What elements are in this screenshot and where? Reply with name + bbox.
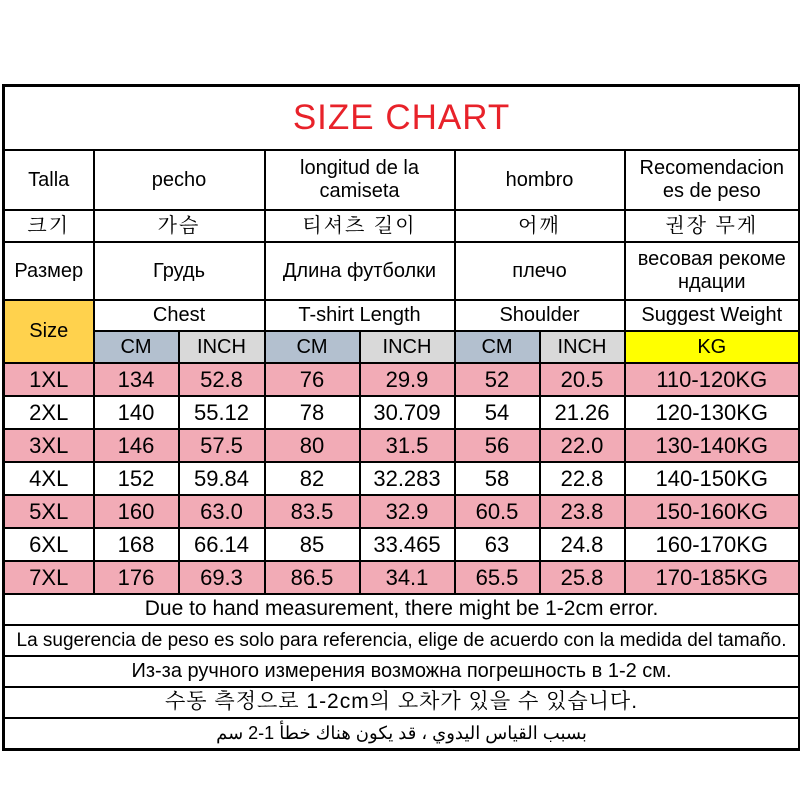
header-en-chest: Chest: [94, 300, 265, 331]
cell-shoulder-inch: 22.8: [540, 462, 625, 495]
size-row-7xl: [4, 561, 800, 594]
cell-chest-inch: 63.0: [179, 495, 265, 528]
page-title: SIZE CHART: [4, 86, 800, 151]
cell-weight: 140-150KG: [625, 462, 800, 495]
header-row-spanish: [4, 150, 800, 210]
header-ru-size: Размер: [4, 242, 94, 300]
cell-length-inch: 31.5: [360, 429, 455, 462]
header-ko-weight: 권장 무게: [625, 210, 800, 242]
note-row-russian: [4, 656, 800, 687]
cell-length-cm: 80: [265, 429, 360, 462]
size-row-4xl: [4, 462, 800, 495]
cell-shoulder-inch: 23.8: [540, 495, 625, 528]
cell-chest-cm: 140: [94, 396, 179, 429]
cell-chest-cm: 160: [94, 495, 179, 528]
header-ru-weight: весовая рекоме ндации: [625, 242, 800, 300]
header-en-length: T-shirt Length: [265, 300, 455, 331]
header-row-korean: [4, 210, 800, 242]
cell-weight: 110-120KG: [625, 363, 800, 396]
unit-length-inch: INCH: [360, 331, 455, 363]
units-row: [4, 331, 800, 363]
cell-shoulder-inch: 21.26: [540, 396, 625, 429]
cell-length-inch: 32.9: [360, 495, 455, 528]
cell-size: 7XL: [4, 561, 94, 594]
cell-length-cm: 83.5: [265, 495, 360, 528]
cell-shoulder-inch: 25.8: [540, 561, 625, 594]
cell-length-cm: 76: [265, 363, 360, 396]
cell-length-cm: 86.5: [265, 561, 360, 594]
cell-shoulder-cm: 54: [455, 396, 540, 429]
unit-weight-kg: KG: [625, 331, 800, 363]
cell-shoulder-cm: 52: [455, 363, 540, 396]
unit-shoulder-cm: CM: [455, 331, 540, 363]
cell-chest-inch: 59.84: [179, 462, 265, 495]
header-row-russian: [4, 242, 800, 300]
header-ru-shoulder: плечо: [455, 242, 625, 300]
header-es-shoulder: hombro: [455, 150, 625, 210]
cell-chest-inch: 57.5: [179, 429, 265, 462]
header-es-length: longitud de la camiseta: [265, 150, 455, 210]
cell-weight: 120-130KG: [625, 396, 800, 429]
note-row-english: [4, 594, 800, 625]
cell-size: 2XL: [4, 396, 94, 429]
cell-chest-cm: 168: [94, 528, 179, 561]
cell-chest-inch: 69.3: [179, 561, 265, 594]
cell-chest-inch: 55.12: [179, 396, 265, 429]
cell-chest-cm: 146: [94, 429, 179, 462]
size-row-6xl: [4, 528, 800, 561]
header-ko-length: 티셔츠 길이: [265, 210, 455, 242]
unit-shoulder-inch: INCH: [540, 331, 625, 363]
cell-weight: 160-170KG: [625, 528, 800, 561]
note-row-arabic: [4, 718, 800, 750]
cell-chest-inch: 66.14: [179, 528, 265, 561]
note-english: Due to hand measurement, there might be 1-2cm error.: [4, 594, 800, 625]
unit-chest-inch: INCH: [179, 331, 265, 363]
header-ko-shoulder: 어깨: [455, 210, 625, 242]
cell-shoulder-inch: 20.5: [540, 363, 625, 396]
note-spanish: La sugerencia de peso es solo para referencia, elige de acuerdo con la medida del tamaño.: [4, 625, 800, 656]
header-row-english: [4, 300, 800, 331]
cell-length-inch: 30.709: [360, 396, 455, 429]
cell-length-cm: 82: [265, 462, 360, 495]
header-ru-length: Длина футболки: [265, 242, 455, 300]
cell-shoulder-cm: 60.5: [455, 495, 540, 528]
cell-weight: 130-140KG: [625, 429, 800, 462]
cell-length-cm: 85: [265, 528, 360, 561]
header-es-weight: Recomendacion es de peso: [625, 150, 800, 210]
cell-length-inch: 32.283: [360, 462, 455, 495]
cell-length-inch: 34.1: [360, 561, 455, 594]
size-row-2xl: [4, 396, 800, 429]
size-chart-table: [2, 84, 800, 751]
cell-size: 6XL: [4, 528, 94, 561]
header-en-size: Size: [4, 300, 94, 363]
cell-shoulder-cm: 65.5: [455, 561, 540, 594]
cell-chest-inch: 52.8: [179, 363, 265, 396]
note-arabic: بسبب القياس اليدوي ، قد يكون هناك خطأ 1-2 سم: [4, 718, 800, 750]
cell-chest-cm: 134: [94, 363, 179, 396]
header-es-size: Talla: [4, 150, 94, 210]
cell-size: 3XL: [4, 429, 94, 462]
title-row: [4, 86, 800, 151]
cell-weight: 170-185KG: [625, 561, 800, 594]
header-en-weight: Suggest Weight: [625, 300, 800, 331]
cell-size: 4XL: [4, 462, 94, 495]
cell-size: 1XL: [4, 363, 94, 396]
header-es-chest: pecho: [94, 150, 265, 210]
cell-length-cm: 78: [265, 396, 360, 429]
cell-shoulder-cm: 63: [455, 528, 540, 561]
header-en-shoulder: Shoulder: [455, 300, 625, 331]
size-row-5xl: [4, 495, 800, 528]
note-row-korean: [4, 687, 800, 718]
cell-chest-cm: 152: [94, 462, 179, 495]
cell-shoulder-inch: 24.8: [540, 528, 625, 561]
note-russian: Из-за ручного измерения возможна погрешность в 1-2 см.: [4, 656, 800, 687]
note-row-spanish: [4, 625, 800, 656]
cell-shoulder-inch: 22.0: [540, 429, 625, 462]
header-ru-chest: Грудь: [94, 242, 265, 300]
size-row-1xl: [4, 363, 800, 396]
note-korean: 수동 측정으로 1-2cm의 오차가 있을 수 있습니다.: [4, 687, 800, 718]
cell-chest-cm: 176: [94, 561, 179, 594]
header-ko-size: 크기: [4, 210, 94, 242]
cell-length-inch: 33.465: [360, 528, 455, 561]
unit-chest-cm: CM: [94, 331, 179, 363]
size-row-3xl: [4, 429, 800, 462]
cell-size: 5XL: [4, 495, 94, 528]
header-ko-chest: 가슴: [94, 210, 265, 242]
cell-length-inch: 29.9: [360, 363, 455, 396]
cell-weight: 150-160KG: [625, 495, 800, 528]
cell-shoulder-cm: 58: [455, 462, 540, 495]
unit-length-cm: CM: [265, 331, 360, 363]
cell-shoulder-cm: 56: [455, 429, 540, 462]
